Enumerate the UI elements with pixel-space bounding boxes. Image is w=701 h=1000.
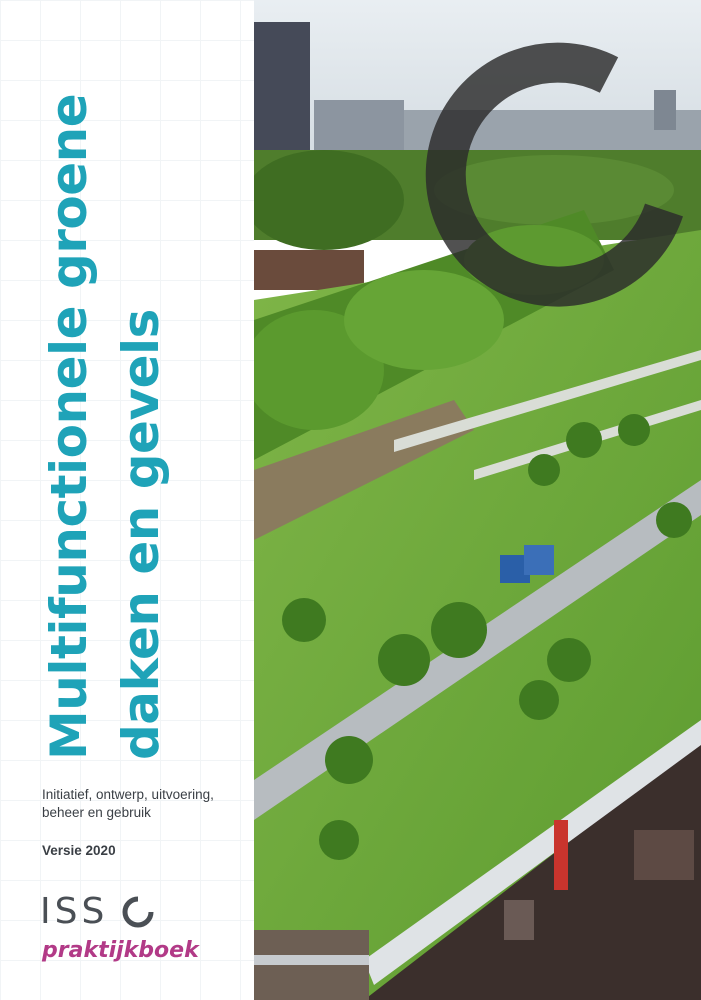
version-label: Versie 2020 [42,843,116,858]
aerial-rooftop-park-image [254,0,701,1000]
series-label: praktijkboek [42,938,199,963]
cover-left-panel [0,0,254,1000]
isso-o-icon [122,896,154,933]
cover-subtitle: Initiatief, ontwerp, uitvoering, beheer en gebruik [42,787,214,820]
cover-title [40,40,170,760]
isso-logo [40,891,155,932]
title-line-2: daken en gevels [112,309,170,760]
logo-text: ISS [40,891,109,932]
title-line-1: Multifunctionele groene [40,93,98,760]
